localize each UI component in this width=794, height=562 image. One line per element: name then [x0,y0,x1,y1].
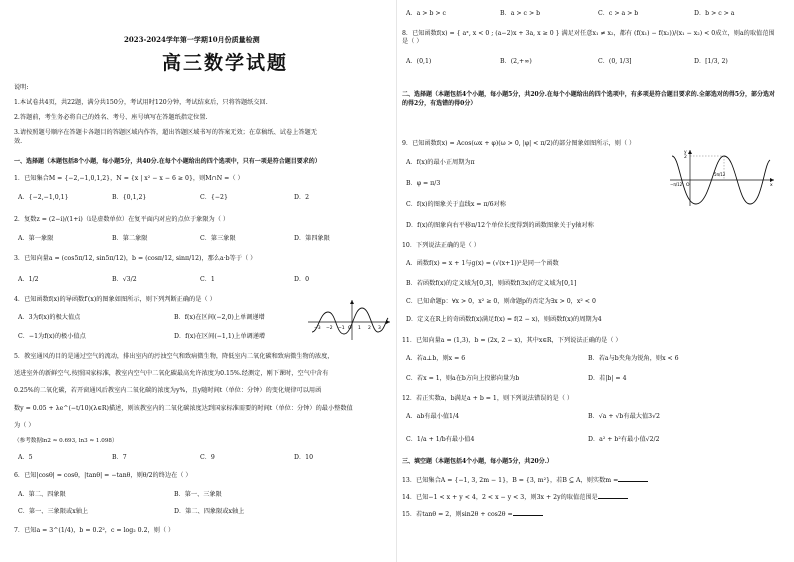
instruction-3-cont: 效. [14,138,23,145]
q8-stem: 8．已知函数f(x) = { aˣ, x < 0 ; (a−2)x + 3a, x ≥ 0 } 满足对任意x₁ ≠ x₂，都有 (f(x₁) − f(x₂))/(x₁ − x₂) < 0成立，则a的取值范围是（ ） [402,30,775,45]
q6-option-a: A．第二、四象限 [18,491,66,498]
q1-option-b: B．{0,1,2} [112,194,147,201]
q11-option-b: B．若a与b夹角为锐角，则x < 6 [588,355,679,362]
q2-option-c: C．第三象限 [200,235,236,242]
q13-stem: 13．已知集合A = {−1, 3, 2m − 1}，B = {3, m²}，若B ⊆ A，则实数m = [402,477,619,484]
q6-stem: 6．已知|cosθ| = cosθ，|tanθ| = −tanθ，则θ/2的终边在（ ） [14,472,192,479]
q8-option-b: B．(2,+∞) [500,58,532,65]
q10-option-a: A．函数f(x) = x + 1与g(x) = (√(x+1))²是同一个函数 [406,260,559,267]
q8-option-a: A．(0,1) [406,58,432,65]
q4-y-arrow [350,300,354,304]
q5-line-1: 5．教室通风的目的是通过空气的流动，排出室内的污浊空气和致病微生物，降低室内二氧化碳和致病微生物的浓度， [14,353,334,360]
instructions-heading: 说明: [14,84,29,91]
exam-line: 2023-2024学年第一学期10月份质量检测 [124,35,260,44]
q4-tick-2: 2 [368,326,371,331]
q3-option-c: C．1 [200,276,215,283]
q5-line-5: 为（ ） [14,422,35,429]
q5-line-3: 0.25%的二氧化碳，若开窗通风后教室内二氧化碳的浓度为y%，且y随时间t（单位：分钟）的变化规律可以用函 [14,387,322,394]
q9-option-d: D．f(x)的图象向右平移π/12个单位长度得到的函数图象关于y轴对称 [406,222,594,229]
q9-y-label: y [684,150,687,155]
q10-option-d: D．定义在R上的奇函数f(x)满足f(x) = f(2 − x)，则函数f(x)的周期为4 [406,316,602,323]
right-column [402,0,784,562]
page-title: 高三数学试题 [162,52,289,74]
q1-option-d: D．2 [294,194,310,201]
q13-line [402,475,648,485]
q4-tick-1: 1 [358,326,361,331]
q9-5pi12-label: 5π/12 [714,172,726,177]
q4-stem: 4．已知函数f(x)的导函数f′(x)的图象如图所示，则下列判断正确的是（ ） [14,296,216,303]
q14-answer-blank [598,492,628,499]
q4-option-a: A．3为f(x)的极大值点 [18,314,81,321]
q12-option-c: C．1/a + 1/b有最小值4 [406,436,475,443]
column-divider [396,0,397,562]
q7-option-b: B．a > c > b [500,10,541,17]
section-3-heading: 三、填空题（本题包括4个小题，每小题5分，共20分.） [402,458,553,465]
q12-option-d: D．a² + b²有最小值√2/2 [588,436,660,443]
q5-line-4: 数y = 0.05 + λe^(−t/10)(λ∈R)描述，则该教室内的二氧化碳浓度达到国家标准需要的时间t（单位：分钟）的最小整数值 [14,405,353,412]
q10-stem: 10．下列说法正确的是（ ） [402,242,480,249]
q2-option-b: B．第二象限 [112,235,148,242]
q5-reference: （参考数据ln2 ≈ 0.693, ln3 ≈ 1.098） [14,438,118,444]
q10-option-c: C．已知命题p：∀x > 0，x² ≥ 0，则命题p的否定为∃x > 0，x² < 0 [406,298,596,305]
q11-option-a: A．若a⊥b，则x = 6 [406,355,466,362]
q5-option-a: A．5 [18,454,33,461]
q9-y-arrow [688,150,692,154]
q5-option-c: C．9 [200,454,215,461]
section-1-heading: 一、选择题（本题包括8个小题，每小题5分，共40分.在每个小题给出的四个选项中，只有一项是符合题目要求的） [14,158,321,165]
q9-cosine-graph [666,146,778,208]
q7-stem: 7．已知a = 3^(1/4)，b = 0.2²，c = log₂ 0.2，则（ ） [14,527,175,534]
q9-neg-pi12-label: −π/12 [670,182,683,187]
q4-option-b: B．f(x)在区间(−2,0)上单调递增 [174,314,265,321]
q6-option-d: D．第二、四象限或x轴上 [174,508,245,515]
q5-option-d: D．10 [294,454,314,461]
q12-option-a: A．ab有最小值1/4 [406,413,460,420]
q3-option-b: B．√3/2 [112,276,137,283]
q4-tick-origin: O [348,326,352,331]
q8-option-c: C．(0, 1/3] [598,58,632,65]
q8-option-d: D．[1/3, 2) [694,58,728,65]
q15-line [402,509,543,519]
q1-option-a: A．{−2,−1,0,1} [18,194,69,201]
q2-stem: 2．复数z = (2−i)/(1+i)（i是虚数单位）在复平面内对应的点位于象限为（ ） [14,216,230,223]
instruction-1: 1.本试卷共4页，共22题，满分共150分，考试用时120分钟，考试结束后，只将答题纸交回. [14,99,268,106]
q4-option-c: C．−1为f(x)的极小值点 [18,333,86,340]
q2-option-d: D．第四象限 [294,235,330,242]
q9-amp-label: 2 [684,155,687,160]
q9-x-arrow [770,178,774,182]
q11-option-c: C．若x = 1，则a在b方向上投影向量为b [406,375,520,382]
q1-stem: 1．已知集合M = {−2,−1,0,1,2}，N = {x | x² − x − 6 ≥ 0}，则M∩N =（ ） [14,175,244,182]
instruction-3: 3.请按照题号顺序在答题卡各题目的答题区域内作答，超出答题区域书写的答案无效；在草稿纸、试卷上答题无 [14,129,317,136]
section-2-heading: 二、选择题（本题包括4个小题，每小题5分，共20分.在每个小题给出的四个选项中，有多项是符合题目要求的.全部选对的得5分，部分选对的得2分，有选错的得0分） [402,91,776,107]
q11-stem: 11．已知向量a = (1,3)，b = (2x, 2 − x)，其中x∈R，下列说法正确的是（ ） [402,337,622,344]
q11-option-d: D．若|b| = 4 [588,375,627,382]
q1-option-c: C．{−2} [200,194,228,201]
q7-option-c: C．c > a > b [598,10,639,17]
q4-tick-neg3: −3 [314,326,321,331]
left-column [14,0,392,562]
instruction-2: 2.答题前，考生务必将自己的姓名、考号、座号填写在答题纸指定位置. [14,114,208,121]
q9-option-a: A．f(x)的最小正周期为π [406,159,475,166]
q9-origin-label: O [686,183,690,188]
q12-option-b: B．√a + √b有最大值3√2 [588,413,660,420]
q9-stem: 9．已知函数f(x) = Acos(ωx + φ)(ω > 0, |φ| < π/2)的部分图象如图所示，则（ ） [402,140,636,147]
q15-answer-blank [513,509,543,516]
q6-option-c: C．第一、三象限或x轴上 [18,508,89,515]
q15-stem: 15．若tanθ = 2，则sin2θ + cos2θ = [402,511,513,518]
q4-derivative-graph [306,298,392,342]
q4-tick-3: 3 [378,326,381,331]
q2-option-a: A．第一象限 [18,235,54,242]
q14-line [402,492,628,502]
q4-tick-neg2: −2 [326,326,333,331]
q7-option-a: A．a > b > c [406,10,447,17]
q6-option-b: B．第一、三象限 [174,491,222,498]
q9-option-c: C．f(x)的图象关于直线x = π/6对称 [406,201,506,208]
q3-option-d: D．0 [294,276,310,283]
q5-line-2: 送进室外的新鲜空气.按照国家标准，教室内空气中二氧化碳最高允许浓度为0.15%.经测定，刚下课时，空气中含有 [14,370,329,377]
q5-option-b: B．7 [112,454,127,461]
q9-option-b: B．φ = π/3 [406,180,441,187]
q12-stem: 12．若正实数a，b满足a + b = 1，则下列说法错误的是（ ） [402,395,574,402]
q4-tick-neg1: −1 [338,326,345,331]
q14-stem: 14．已知−1 < x + y < 4，2 < x − y < 3，则3x + 2y的取值范围是 [402,494,598,501]
q13-answer-blank [618,475,648,482]
q3-stem: 3．已知向量a = (cos5π/12, sin5π/12)，b = (cosπ/12, sinπ/12)，那么a·b等于（ ） [14,255,257,262]
q9-x-label: x [770,183,773,188]
q10-option-b: B．若函数f(x)的定义域为[0,3]，则函数f(3x)的定义域为[0,1] [406,280,577,287]
q7-option-d: D．b > c > a [694,10,735,17]
q4-option-d: D．f(x)在区间(−1,1)上单调递增 [174,333,266,340]
q3-option-a: A．1/2 [18,276,39,283]
